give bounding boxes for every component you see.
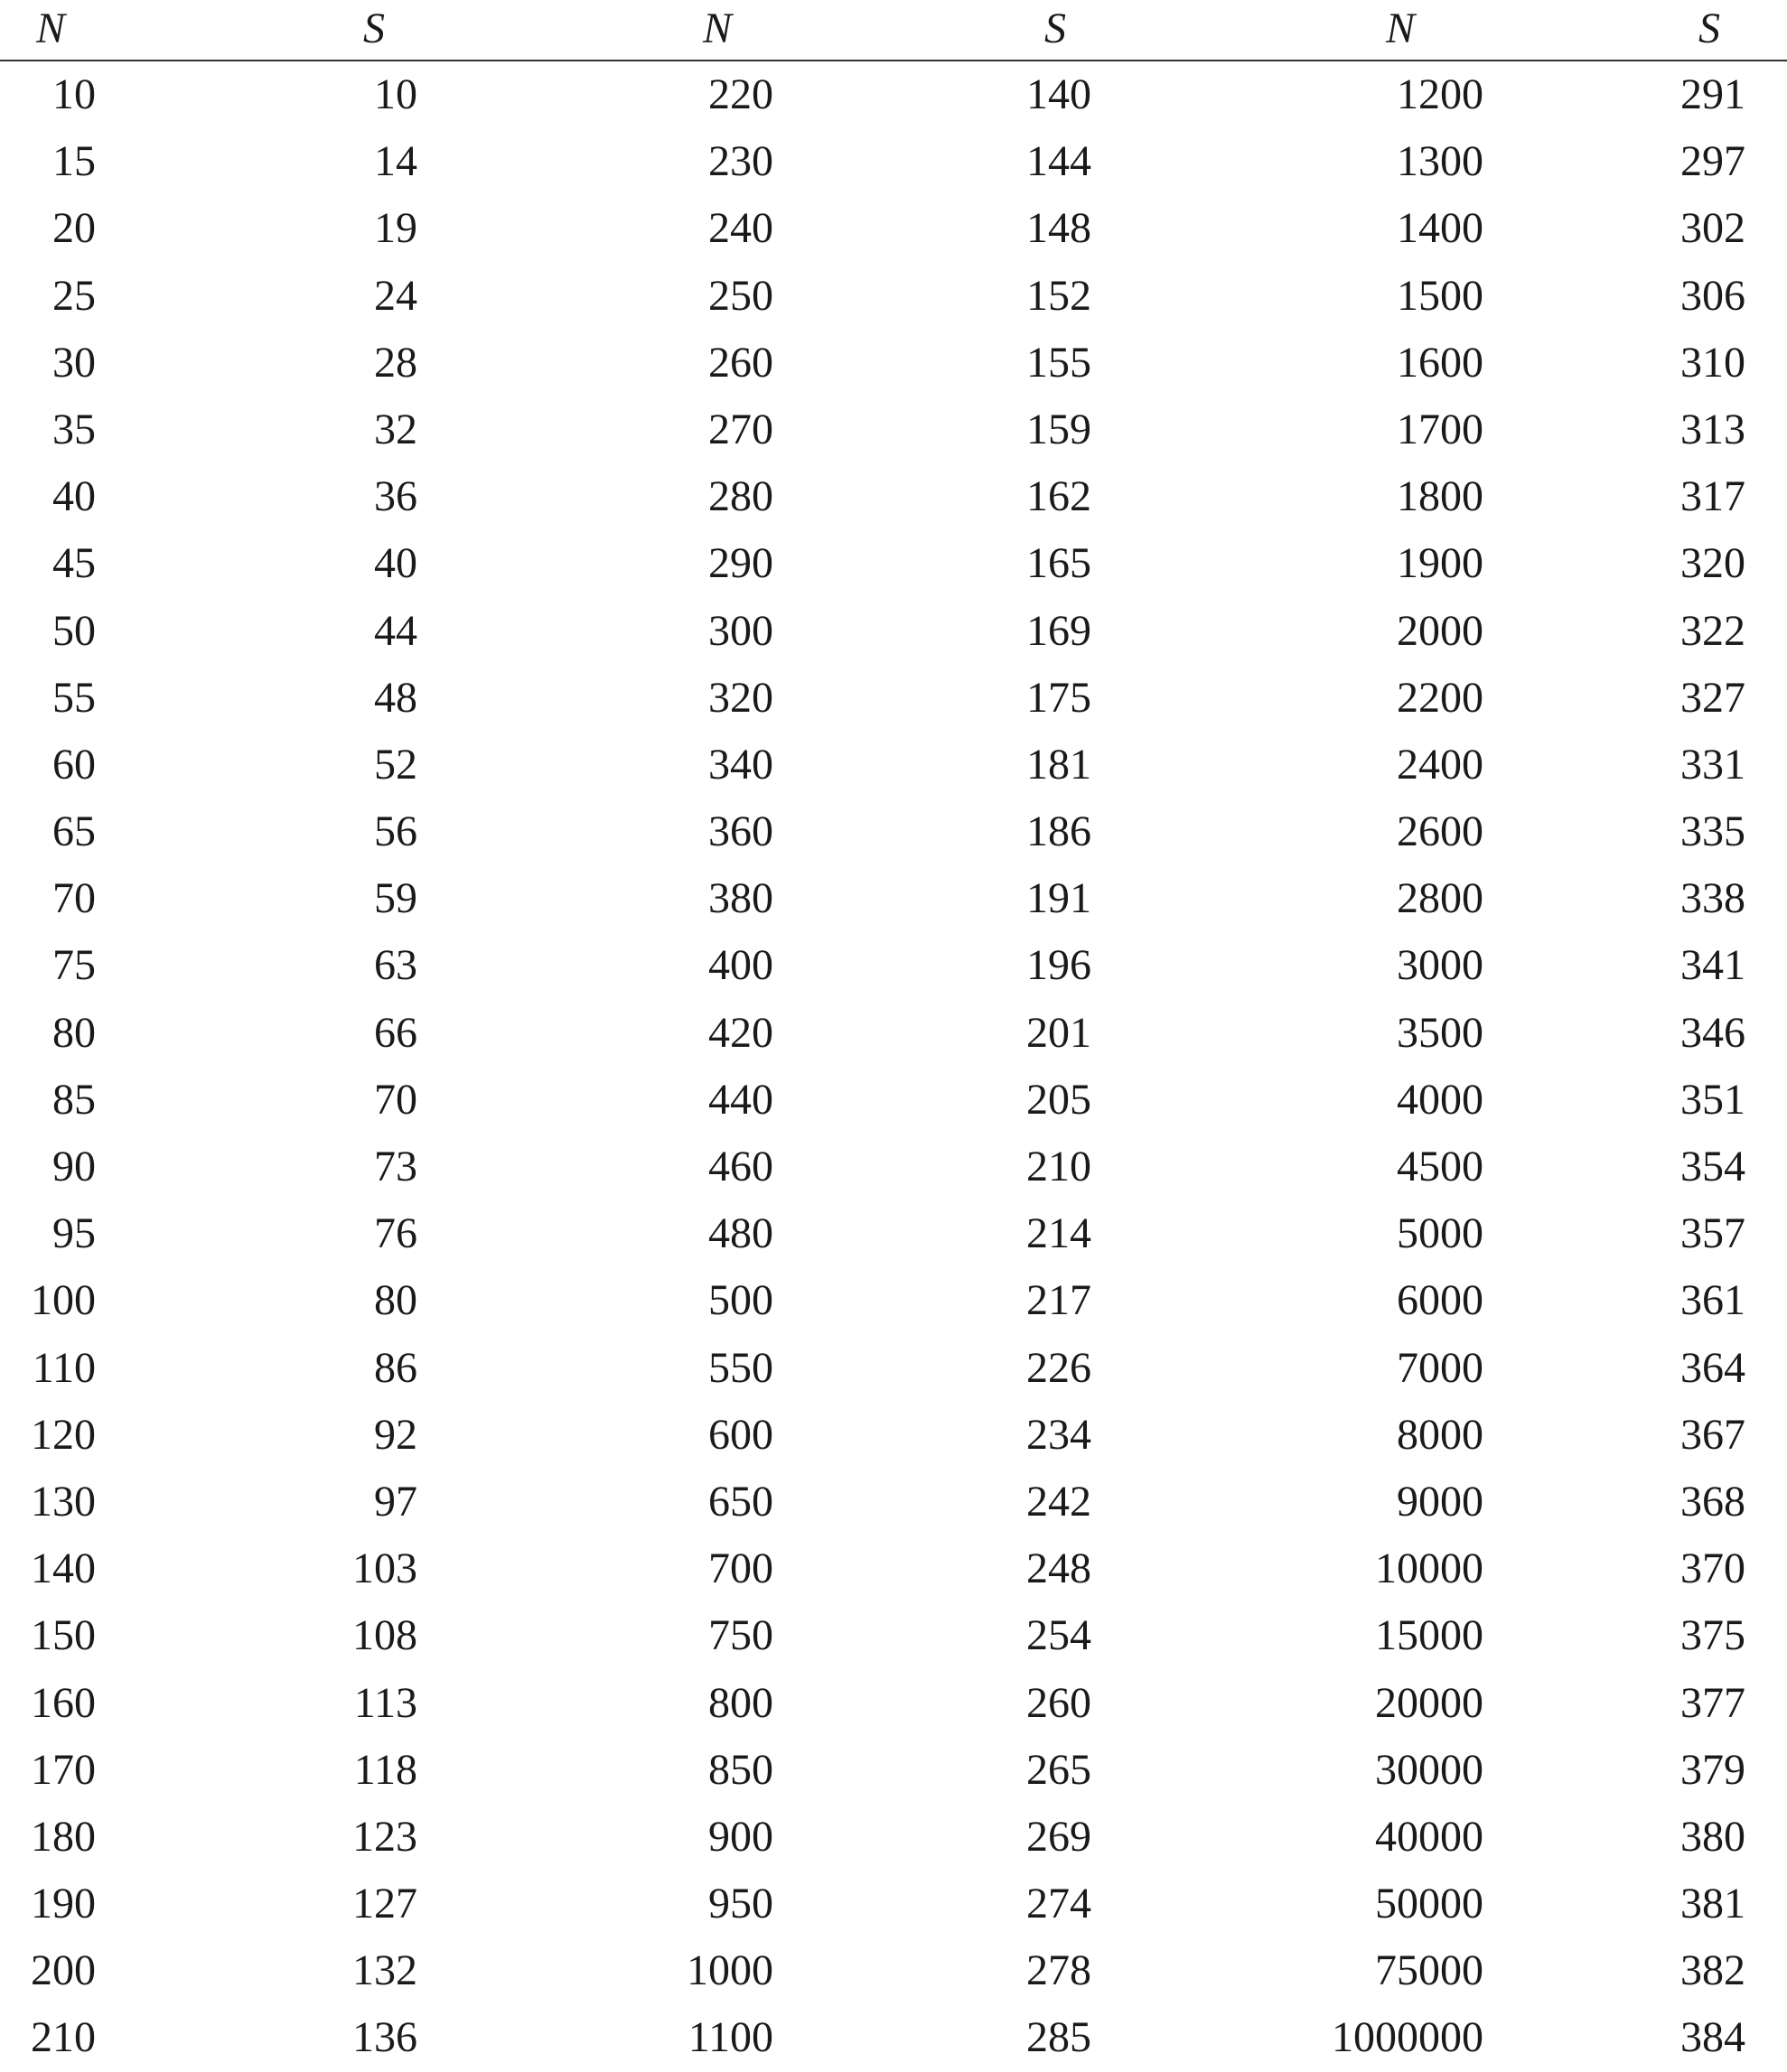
cell-n-col-2: 360 [708, 807, 773, 856]
cell-s-col-2: 254 [1026, 1611, 1091, 1660]
cell-s-col-1: 66 [374, 1008, 417, 1057]
cell-n-col-3: 3500 [1397, 1008, 1483, 1057]
cell-n-col-3: 30000 [1375, 1745, 1483, 1794]
cell-s-col-1: 44 [374, 606, 417, 655]
table-row [0, 865, 1787, 932]
table-row [0, 1804, 1787, 1871]
cell-s-col-3: 370 [1680, 1545, 1745, 1593]
table-row [0, 798, 1787, 865]
cell-n-col-1: 85 [52, 1075, 96, 1124]
cell-s-col-2: 201 [1026, 1008, 1091, 1057]
table-row [0, 195, 1787, 262]
cell-s-col-3: 327 [1680, 673, 1745, 722]
cell-n-col-1: 55 [52, 673, 96, 722]
cell-n-col-2: 650 [708, 1477, 773, 1526]
cell-s-col-3: 379 [1680, 1745, 1745, 1794]
cell-n-col-3: 15000 [1375, 1611, 1483, 1660]
cell-s-col-1: 36 [374, 472, 417, 521]
table-row [0, 1402, 1787, 1469]
header-s-col-1: S [363, 5, 385, 52]
header-s-col-3: S [1698, 5, 1720, 52]
cell-s-col-1: 103 [352, 1545, 417, 1593]
cell-n-col-2: 750 [708, 1611, 773, 1660]
cell-s-col-3: 313 [1680, 405, 1745, 453]
cell-n-col-2: 950 [708, 1880, 773, 1928]
cell-n-col-3: 1400 [1397, 204, 1483, 253]
cell-n-col-3: 8000 [1397, 1410, 1483, 1459]
cell-s-col-3: 357 [1680, 1209, 1745, 1258]
cell-n-col-1: 25 [52, 271, 96, 320]
cell-s-col-2: 210 [1026, 1143, 1091, 1190]
cell-n-col-3: 6000 [1397, 1276, 1483, 1325]
cell-s-col-3: 368 [1680, 1477, 1745, 1526]
cell-n-col-3: 4500 [1397, 1143, 1483, 1190]
cell-n-col-1: 50 [52, 606, 96, 655]
cell-n-col-1: 110 [32, 1343, 96, 1392]
cell-s-col-2: 169 [1026, 606, 1091, 655]
cell-n-col-2: 290 [708, 539, 773, 588]
cell-s-col-1: 70 [374, 1075, 417, 1124]
cell-n-col-2: 1100 [688, 2013, 773, 2062]
cell-n-col-1: 45 [52, 539, 96, 588]
cell-n-col-2: 1000 [687, 1946, 773, 1995]
cell-n-col-3: 1800 [1397, 472, 1483, 521]
cell-n-col-1: 170 [31, 1745, 96, 1794]
cell-n-col-1: 200 [31, 1946, 96, 1995]
cell-s-col-3: 380 [1680, 1812, 1745, 1861]
cell-s-col-2: 144 [1026, 137, 1091, 186]
cell-s-col-1: 59 [374, 874, 417, 923]
cell-n-col-3: 1200 [1397, 70, 1483, 118]
table-row [0, 665, 1787, 732]
table-body [0, 61, 1787, 2072]
cell-s-col-3: 306 [1680, 271, 1745, 320]
table-header-row [0, 0, 1787, 61]
cell-s-col-1: 32 [374, 405, 417, 453]
cell-s-col-3: 331 [1680, 740, 1745, 789]
header-n-col-3: N [1386, 5, 1416, 52]
cell-s-col-2: 226 [1026, 1343, 1091, 1392]
cell-n-col-1: 90 [52, 1143, 96, 1190]
table-row [0, 598, 1787, 665]
cell-n-col-2: 400 [708, 941, 773, 990]
table-row [0, 1134, 1787, 1200]
cell-s-col-1: 24 [374, 271, 417, 320]
cell-n-col-2: 550 [708, 1343, 773, 1392]
cell-n-col-2: 500 [708, 1276, 773, 1325]
cell-n-col-3: 1000000 [1332, 2013, 1483, 2062]
table-row [0, 263, 1787, 330]
table-row [0, 932, 1787, 999]
cell-n-col-2: 380 [708, 874, 773, 923]
cell-s-col-1: 52 [374, 740, 417, 789]
cell-s-col-1: 118 [353, 1745, 417, 1794]
table-row [0, 1000, 1787, 1067]
cell-n-col-3: 3000 [1397, 941, 1483, 990]
cell-n-col-2: 270 [708, 405, 773, 453]
cell-s-col-3: 375 [1680, 1611, 1745, 1660]
cell-s-col-1: 76 [374, 1209, 417, 1258]
cell-n-col-2: 230 [708, 137, 773, 186]
cell-n-col-1: 130 [31, 1477, 96, 1526]
cell-s-col-1: 28 [374, 338, 417, 387]
cell-s-col-3: 297 [1680, 137, 1745, 186]
cell-s-col-2: 278 [1026, 1946, 1091, 1995]
cell-n-col-1: 80 [52, 1008, 96, 1057]
table-row [0, 1670, 1787, 1737]
cell-n-col-2: 440 [708, 1075, 773, 1124]
cell-n-col-3: 10000 [1375, 1545, 1483, 1593]
cell-s-col-2: 242 [1026, 1477, 1091, 1526]
cell-n-col-1: 120 [31, 1410, 96, 1459]
cell-n-col-3: 2200 [1397, 673, 1483, 722]
cell-n-col-2: 260 [708, 338, 773, 387]
cell-s-col-2: 265 [1026, 1745, 1091, 1794]
cell-n-col-3: 9000 [1397, 1477, 1483, 1526]
cell-n-col-2: 800 [708, 1678, 773, 1727]
cell-n-col-3: 1600 [1397, 338, 1483, 387]
cell-s-col-2: 205 [1026, 1075, 1091, 1124]
cell-n-col-2: 480 [708, 1209, 773, 1258]
header-n-col-2: N [703, 5, 733, 52]
cell-n-col-2: 220 [708, 70, 773, 118]
cell-s-col-1: 123 [352, 1812, 417, 1861]
cell-s-col-1: 97 [374, 1477, 417, 1526]
cell-n-col-3: 5000 [1397, 1209, 1483, 1258]
cell-s-col-3: 310 [1680, 338, 1745, 387]
cell-s-col-3: 291 [1680, 70, 1745, 118]
cell-n-col-3: 1700 [1397, 405, 1483, 453]
cell-s-col-1: 40 [374, 539, 417, 588]
cell-s-col-3: 302 [1680, 204, 1745, 253]
cell-n-col-3: 75000 [1375, 1946, 1483, 1995]
cell-s-col-2: 162 [1026, 472, 1091, 521]
cell-s-col-2: 165 [1026, 539, 1091, 588]
cell-s-col-3: 367 [1680, 1410, 1745, 1459]
cell-s-col-2: 260 [1026, 1678, 1091, 1727]
cell-n-col-1: 210 [31, 2013, 96, 2062]
cell-s-col-2: 159 [1026, 405, 1091, 453]
cell-n-col-2: 320 [708, 673, 773, 722]
table-row [0, 1469, 1787, 1535]
cell-n-col-1: 15 [52, 137, 96, 186]
cell-n-col-3: 2000 [1397, 606, 1483, 655]
cell-n-col-1: 60 [52, 740, 96, 789]
cell-s-col-2: 217 [1026, 1276, 1091, 1325]
cell-s-col-3: 382 [1680, 1946, 1745, 1995]
cell-s-col-2: 181 [1026, 740, 1091, 789]
table-row [0, 530, 1787, 597]
cell-n-col-2: 600 [708, 1410, 773, 1459]
cell-s-col-1: 113 [353, 1678, 417, 1727]
cell-s-col-3: 381 [1680, 1880, 1745, 1928]
cell-n-col-1: 180 [31, 1812, 96, 1861]
cell-n-col-3: 1900 [1397, 539, 1483, 588]
table-row [0, 1871, 1787, 1937]
cell-s-col-2: 248 [1026, 1545, 1091, 1593]
cell-n-col-3: 1300 [1397, 137, 1483, 186]
cell-s-col-2: 148 [1026, 204, 1091, 253]
cell-n-col-2: 340 [708, 740, 773, 789]
cell-n-col-2: 250 [708, 271, 773, 320]
cell-s-col-1: 48 [374, 673, 417, 722]
cell-s-col-2: 152 [1026, 271, 1091, 320]
cell-s-col-1: 14 [374, 137, 417, 186]
cell-s-col-1: 56 [374, 807, 417, 856]
cell-n-col-2: 700 [708, 1545, 773, 1593]
cell-n-col-2: 420 [708, 1008, 773, 1057]
table-row [0, 2004, 1787, 2071]
cell-s-col-3: 341 [1680, 941, 1745, 990]
table-row [0, 397, 1787, 463]
cell-s-col-3: 351 [1680, 1075, 1745, 1124]
cell-s-col-3: 364 [1680, 1343, 1745, 1392]
cell-n-col-3: 20000 [1375, 1678, 1483, 1727]
cell-n-col-3: 7000 [1397, 1343, 1483, 1392]
table-row [0, 61, 1787, 128]
cell-s-col-1: 92 [374, 1410, 417, 1459]
cell-s-col-2: 155 [1026, 338, 1091, 387]
table-row [0, 1267, 1787, 1334]
cell-n-col-2: 850 [708, 1745, 773, 1794]
cell-n-col-2: 460 [708, 1143, 773, 1190]
cell-n-col-3: 2800 [1397, 874, 1483, 923]
cell-n-col-1: 100 [31, 1276, 96, 1325]
cell-n-col-1: 140 [31, 1545, 96, 1593]
cell-s-col-3: 377 [1680, 1678, 1745, 1727]
cell-s-col-2: 140 [1026, 70, 1091, 118]
table-row [0, 463, 1787, 530]
cell-s-col-2: 285 [1026, 2013, 1091, 2062]
cell-s-col-2: 186 [1026, 807, 1091, 856]
cell-n-col-3: 2600 [1397, 807, 1483, 856]
cell-s-col-3: 317 [1680, 472, 1745, 521]
cell-n-col-2: 280 [708, 472, 773, 521]
cell-n-col-3: 2400 [1397, 740, 1483, 789]
table-row [0, 128, 1787, 195]
cell-n-col-1: 75 [52, 941, 96, 990]
cell-s-col-1: 63 [374, 941, 417, 990]
cell-n-col-3: 50000 [1375, 1880, 1483, 1928]
cell-s-col-3: 384 [1680, 2013, 1745, 2062]
cell-n-col-2: 240 [708, 204, 773, 253]
cell-s-col-1: 108 [352, 1611, 417, 1660]
cell-n-col-1: 160 [31, 1678, 96, 1727]
cell-s-col-2: 214 [1026, 1209, 1091, 1258]
cell-s-col-2: 274 [1026, 1880, 1091, 1928]
cell-n-col-1: 30 [52, 338, 96, 387]
cell-n-col-3: 4000 [1397, 1075, 1483, 1124]
cell-s-col-1: 19 [374, 204, 417, 253]
header-s-col-2: S [1044, 5, 1066, 52]
cell-n-col-1: 20 [52, 204, 96, 253]
cell-n-col-1: 10 [52, 70, 96, 118]
cell-s-col-1: 86 [374, 1343, 417, 1392]
cell-s-col-3: 338 [1680, 874, 1745, 923]
cell-s-col-1: 80 [374, 1276, 417, 1325]
cell-n-col-2: 900 [708, 1812, 773, 1861]
table-row [0, 1335, 1787, 1402]
cell-n-col-3: 40000 [1375, 1812, 1483, 1861]
cell-n-col-1: 150 [31, 1611, 96, 1660]
cell-n-col-1: 65 [52, 807, 96, 856]
table-row [0, 1200, 1787, 1267]
cell-s-col-3: 320 [1680, 539, 1745, 588]
cell-n-col-3: 1500 [1397, 271, 1483, 320]
table-row [0, 1602, 1787, 1669]
cell-s-col-2: 269 [1026, 1812, 1091, 1861]
cell-n-col-1: 35 [52, 405, 96, 453]
table-row [0, 1067, 1787, 1134]
table-row [0, 1937, 1787, 2004]
cell-s-col-1: 127 [352, 1880, 417, 1928]
cell-s-col-3: 335 [1680, 807, 1745, 856]
cell-n-col-1: 70 [52, 874, 96, 923]
cell-s-col-2: 191 [1026, 874, 1091, 923]
cell-s-col-3: 361 [1680, 1276, 1745, 1325]
header-n-col-1: N [36, 5, 66, 52]
table-row [0, 1737, 1787, 1804]
table-row [0, 1535, 1787, 1602]
cell-s-col-2: 196 [1026, 941, 1091, 990]
table-row [0, 330, 1787, 397]
cell-s-col-1: 10 [374, 70, 417, 118]
cell-s-col-1: 136 [352, 2013, 417, 2062]
cell-s-col-3: 346 [1680, 1008, 1745, 1057]
cell-n-col-1: 95 [52, 1209, 96, 1258]
cell-s-col-2: 175 [1026, 673, 1091, 722]
cell-n-col-2: 300 [708, 606, 773, 655]
cell-s-col-1: 73 [374, 1143, 417, 1190]
cell-s-col-2: 234 [1026, 1410, 1091, 1459]
table-row [0, 732, 1787, 798]
cell-n-col-1: 190 [31, 1880, 96, 1928]
cell-s-col-3: 322 [1680, 606, 1745, 655]
cell-s-col-1: 132 [352, 1946, 417, 1995]
cell-n-col-1: 40 [52, 472, 96, 521]
cell-s-col-3: 354 [1680, 1143, 1745, 1190]
